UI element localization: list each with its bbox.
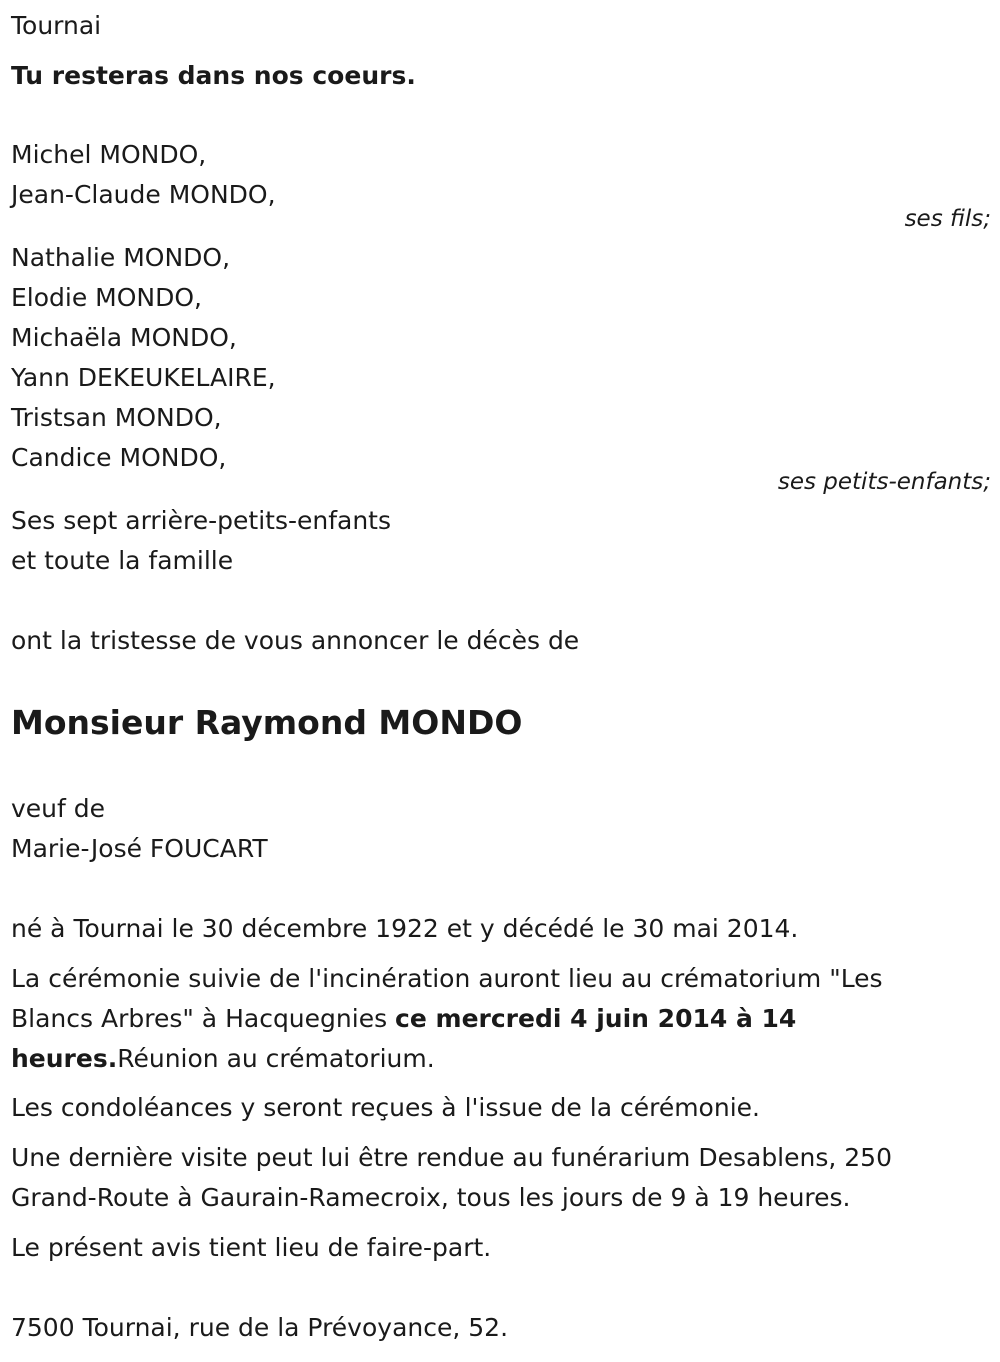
great-grandchildren-line: Ses sept arrière-petits-enfants: [11, 506, 392, 535]
widower-label: veuf de: [11, 794, 106, 823]
grandchild-name: Michaëla MONDO,: [11, 323, 237, 352]
notice-text: Le présent avis tient lieu de faire-part.: [11, 1233, 492, 1262]
son-name: Jean-Claude MONDO,: [11, 180, 276, 209]
grandchild-name: Tristsan MONDO,: [11, 403, 222, 432]
announcement-text: ont la tristesse de vous annoncer le décès de: [11, 626, 580, 655]
city-heading: Tournai: [11, 11, 102, 40]
grandchildren-role-label: ses petits-enfants;: [777, 469, 991, 495]
grandchild-name: Nathalie MONDO,: [11, 243, 231, 272]
visit-text: Une dernière visite peut lui être rendue au funérarium Desablens, 250 Grand-Route à Gaurain-Ramecroix, tous les jours de 9 à 19 heures.: [11, 1143, 892, 1212]
ceremony-paragraph: [11, 959, 971, 1079]
address-text: 7500 Tournai, rue de la Prévoyance, 52.: [11, 1313, 509, 1342]
spouse-name: Marie-José FOUCART: [11, 834, 268, 863]
birth-death-text: né à Tournai le 30 décembre 1922 et y décédé le 30 mai 2014.: [11, 914, 799, 943]
deceased-name: Monsieur Raymond MONDO: [11, 703, 523, 742]
son-name: Michel MONDO,: [11, 140, 207, 169]
condolences-text: Les condoléances y seront reçues à l'issue de la cérémonie.: [11, 1093, 760, 1122]
motto: Tu resteras dans nos coeurs.: [11, 61, 416, 90]
grandchild-name: Candice MONDO,: [11, 443, 227, 472]
grandchild-name: Elodie MONDO,: [11, 283, 203, 312]
ceremony-text: La cérémonie suivie de l'incinération auront lieu au crématorium "Les Blancs Arbres" à Hacquegnies: [11, 964, 883, 1033]
sons-role-label: ses fils;: [904, 206, 991, 232]
family-line: et toute la famille: [11, 546, 234, 575]
ceremony-meeting: Réunion au crématorium.: [117, 1044, 435, 1073]
ceremony-date: ce mercredi 4 juin 2014 à 14 heures.: [11, 1004, 797, 1073]
grandchild-name: Yann DEKEUKELAIRE,: [11, 363, 276, 392]
